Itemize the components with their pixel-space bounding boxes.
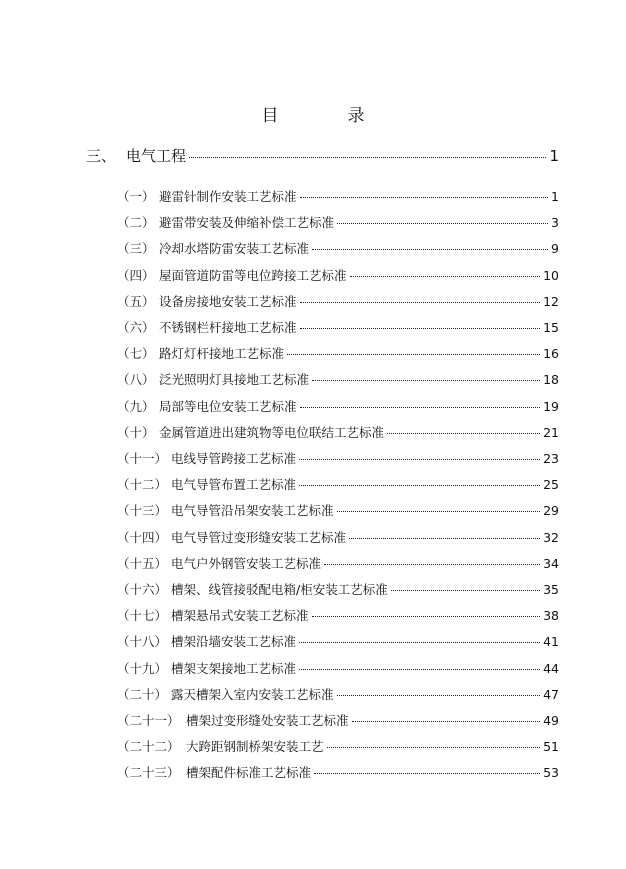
entry-label: 槽架悬吊式安装工艺标准 (171, 608, 309, 624)
dot-leader (300, 197, 549, 198)
entry-label: 电线导管跨接工艺标准 (171, 451, 297, 466)
entry-page-number: 35 (543, 582, 559, 597)
page-title: 目 录 (261, 106, 391, 126)
entry-label: 不锈钢栏杆接地工艺标准 (159, 320, 297, 335)
dot-leader (312, 249, 548, 250)
entry-number: （十八） (117, 634, 168, 650)
dot-leader (350, 276, 541, 277)
entry-label: 槽架过变形缝处安装工艺标准 (186, 713, 349, 728)
entry-label: 金属管道进出建筑物等电位联结工艺标准 (159, 424, 385, 440)
entry-label: 避雷带安装及伸缩补偿工艺标准 (159, 215, 335, 231)
entry-number: （三） (117, 241, 155, 257)
toc-entry[interactable] (117, 606, 559, 624)
dot-leader (337, 223, 548, 224)
dot-leader (312, 616, 541, 617)
entry-page-number: 23 (543, 451, 559, 466)
entry-label: 槽架、线管接驳配电箱/柜安装工艺标准 (171, 582, 388, 597)
section-number: 三、 (86, 147, 117, 165)
dot-leader (299, 669, 540, 670)
dot-leader (300, 302, 541, 303)
entry-label: 电气导管沿吊架安装工艺标准 (171, 503, 334, 519)
toc-entry[interactable] (117, 528, 559, 546)
dot-leader (352, 721, 541, 722)
dot-leader (300, 407, 541, 408)
toc-entry[interactable] (117, 763, 559, 781)
toc-entry[interactable] (117, 554, 559, 572)
toc-entry[interactable] (117, 685, 559, 703)
dot-leader (299, 485, 540, 486)
entry-page-number: 12 (543, 293, 559, 309)
section-page-number: 1 (549, 147, 559, 165)
dot-leader (391, 590, 540, 591)
entry-number: （二十二） (117, 739, 180, 755)
toc-entry[interactable] (117, 239, 559, 257)
entry-number: （十一） (117, 451, 168, 466)
entry-number: （八） (117, 372, 155, 388)
entry-label: 电气导管布置工艺标准 (171, 477, 297, 493)
entry-label: 大跨距钢制桥架安装工艺 (186, 739, 324, 755)
entry-label: 冷却水塔防雷安装工艺标准 (159, 241, 310, 257)
toc-entry[interactable] (117, 659, 559, 677)
entry-label: 电气户外钢管安装工艺标准 (171, 555, 322, 571)
toc-entry[interactable] (117, 318, 559, 336)
toc-entry[interactable] (117, 737, 559, 755)
entry-number: （十六） (117, 582, 168, 597)
section-label: 电气工程 (126, 147, 187, 165)
entry-label: 泛光照明灯具接地工艺标准 (159, 372, 310, 388)
entry-number: （十七） (117, 608, 168, 624)
entry-label: 槽架配件标准工艺标准 (186, 765, 312, 781)
entry-label: 局部等电位安装工艺标准 (159, 398, 297, 414)
entry-number: （七） (117, 346, 155, 362)
entry-page-number: 19 (543, 398, 559, 414)
entry-number: （二十一） (117, 713, 180, 728)
entry-page-number: 3 (551, 215, 559, 231)
dot-leader (312, 380, 540, 381)
entry-page-number: 34 (543, 555, 559, 571)
entry-page-number: 44 (543, 660, 559, 676)
entry-page-number: 21 (543, 424, 559, 440)
entry-number: （五） (117, 293, 155, 309)
entry-page-number: 1 (551, 189, 559, 204)
dot-leader (387, 433, 540, 434)
dot-leader (337, 511, 541, 512)
entry-page-number: 38 (543, 608, 559, 624)
entry-number: （十五） (117, 555, 168, 571)
entry-number: （二十） (117, 686, 168, 702)
entry-label: 槽架沿墙安装工艺标准 (171, 634, 297, 650)
toc-entry[interactable] (117, 292, 559, 310)
entry-label: 设备房接地安装工艺标准 (159, 293, 297, 309)
dot-leader (314, 773, 540, 774)
entry-number: （九） (117, 398, 155, 414)
toc-entry[interactable] (117, 580, 559, 598)
entry-page-number: 29 (543, 503, 559, 519)
entry-page-number: 25 (543, 477, 559, 493)
dot-leader (299, 642, 540, 643)
dot-leader (324, 564, 540, 565)
entry-number: （二） (117, 215, 155, 231)
toc-entry[interactable] (117, 632, 559, 650)
dot-leader (189, 157, 546, 158)
toc-section-electrical[interactable] (86, 145, 559, 166)
entry-page-number: 9 (551, 241, 559, 257)
entry-label: 电气导管过变形缝安装工艺标准 (171, 529, 347, 545)
dot-leader (299, 459, 540, 460)
toc-entry[interactable] (117, 423, 559, 441)
entry-number: （十九） (117, 660, 168, 676)
toc-entry[interactable] (117, 711, 559, 729)
entry-page-number: 16 (543, 346, 559, 362)
toc-entry[interactable] (117, 501, 559, 519)
toc-entry[interactable] (117, 266, 559, 284)
dot-leader (349, 538, 540, 539)
dot-leader (287, 354, 540, 355)
entry-page-number: 32 (543, 529, 559, 545)
toc-entry[interactable] (117, 344, 559, 362)
dot-leader (337, 695, 541, 696)
entry-page-number: 47 (543, 686, 559, 702)
entry-number: （四） (117, 267, 155, 283)
toc-entry[interactable] (117, 187, 559, 205)
toc-entry[interactable] (117, 397, 559, 415)
entry-number: （二十三） (117, 765, 180, 781)
entry-label: 屋面管道防雷等电位跨接工艺标准 (159, 267, 347, 283)
entry-page-number: 53 (543, 765, 559, 781)
entry-label: 路灯灯杆接地工艺标准 (159, 346, 285, 362)
entry-number: （十） (117, 424, 155, 440)
entry-number: （十四） (117, 529, 168, 545)
entry-page-number: 49 (543, 713, 559, 728)
entry-label: 露天槽架入室内安装工艺标准 (171, 686, 334, 702)
toc-entry[interactable] (117, 475, 559, 493)
entry-number: （十三） (117, 503, 168, 519)
dot-leader (327, 747, 541, 748)
toc-entry[interactable] (117, 370, 559, 388)
dot-leader (300, 328, 541, 329)
toc-entry[interactable] (117, 449, 559, 467)
entry-page-number: 15 (543, 320, 559, 335)
entry-number: （十二） (117, 477, 168, 493)
entry-page-number: 18 (543, 372, 559, 388)
entry-number: （六） (117, 320, 155, 335)
entry-label: 避雷针制作安装工艺标准 (159, 189, 297, 204)
entry-page-number: 41 (543, 634, 559, 650)
entry-label: 槽架支架接地工艺标准 (171, 660, 297, 676)
entry-page-number: 51 (543, 739, 559, 755)
entry-page-number: 10 (543, 267, 559, 283)
toc-entry[interactable] (117, 213, 559, 231)
entry-number: （一） (117, 189, 155, 204)
